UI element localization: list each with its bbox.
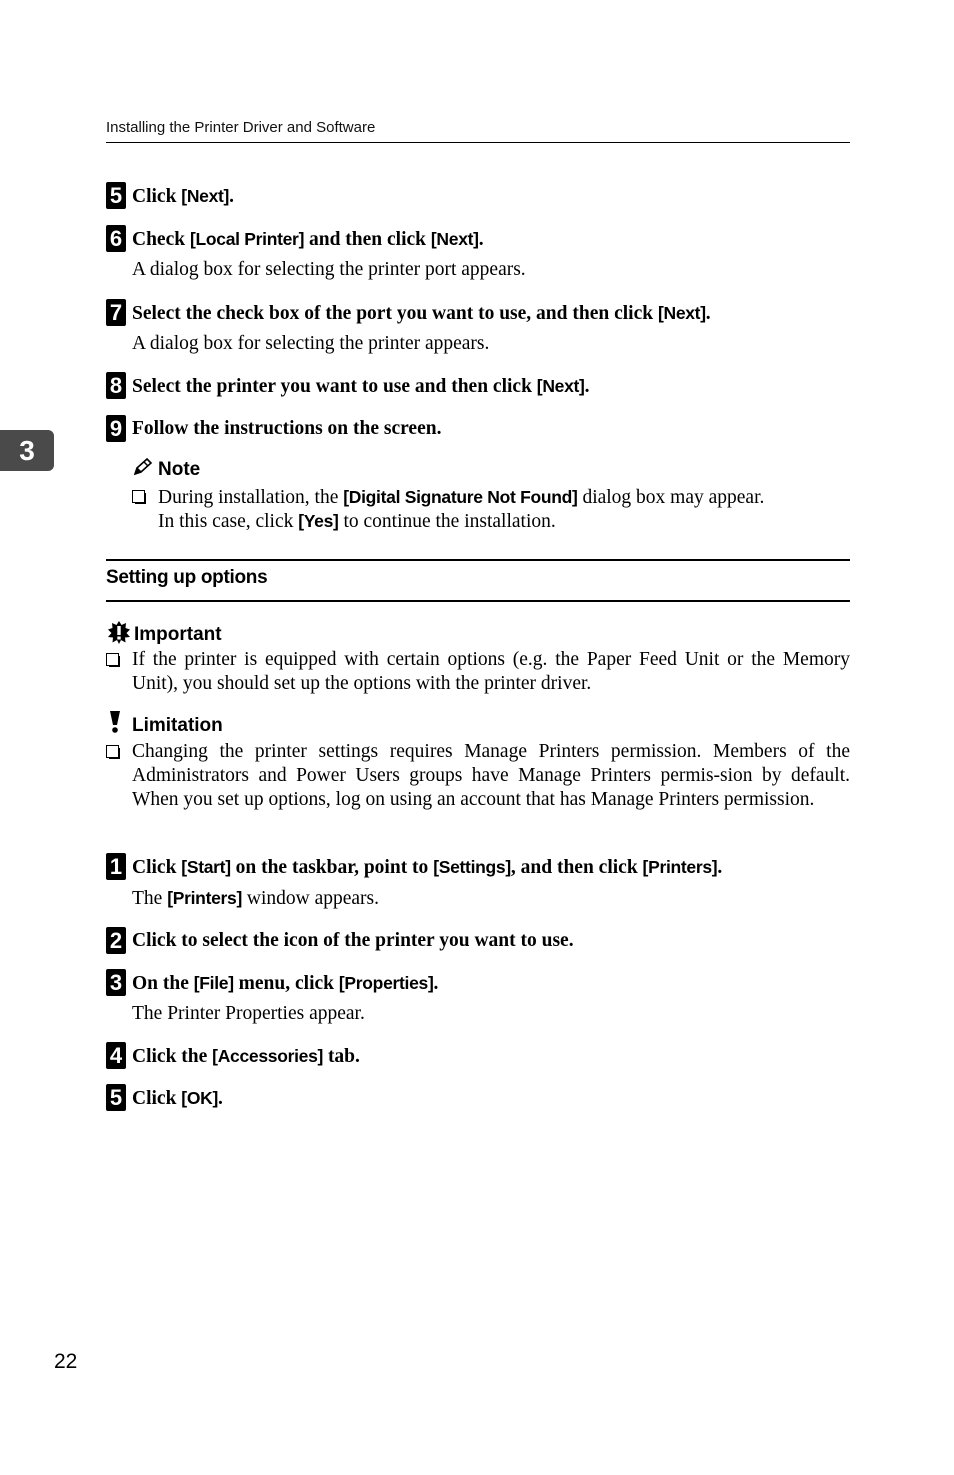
step-text: Click [Start] on the taskbar, point to [Settings], and then click [Printers]. xyxy=(132,857,723,878)
step-number: 2 xyxy=(106,927,126,954)
note-label: Note xyxy=(158,459,201,480)
important-checkbox-icon xyxy=(106,653,119,671)
note-line-1: During installation, the [Digital Signature Not Found] dialog box may appear. xyxy=(158,487,765,508)
limitation-text: Changing the printer settings requires Manage Printers permission. Members of the Administrators and Power Users groups have Manage Printers permis-sion by default. When you set up options, log on using an account that has Manage Printers permission. xyxy=(132,741,850,810)
step-text: On the [File] menu, click [Properties]. xyxy=(132,973,439,994)
section-rule-top xyxy=(106,559,850,561)
note-heading xyxy=(132,457,200,481)
step-number: 8 xyxy=(106,372,126,399)
header-rule xyxy=(106,142,850,143)
step-1b-desc: The [Printers] window appears. xyxy=(132,888,380,909)
note-checkbox-icon xyxy=(132,490,145,508)
step-text: Click the [Accessories] tab. xyxy=(132,1046,360,1067)
pencil-icon xyxy=(132,457,154,477)
exclamation-icon xyxy=(106,710,124,734)
step-number: 5 xyxy=(106,182,126,209)
important-icon xyxy=(106,620,132,644)
step-text: Click [OK]. xyxy=(132,1088,223,1109)
step-number: 3 xyxy=(106,969,126,996)
important-label: Important xyxy=(134,624,222,645)
step-text: Follow the instructions on the screen. xyxy=(132,418,442,439)
step-number: 1 xyxy=(106,853,126,880)
limitation-checkbox-icon xyxy=(106,745,119,763)
running-header: Installing the Printer Driver and Software xyxy=(106,119,376,136)
step-7a-desc: A dialog box for selecting the printer appears. xyxy=(132,333,490,354)
step-number: 9 xyxy=(106,415,126,442)
step-text: Click [Next]. xyxy=(132,186,234,207)
page-number: 22 xyxy=(54,1350,78,1373)
note-line-2: In this case, click [Yes] to continue the installation. xyxy=(158,511,556,532)
step-number: 5 xyxy=(106,1084,126,1111)
section-rule-bottom xyxy=(106,600,850,602)
step-text: Select the printer you want to use and then click [Next]. xyxy=(132,376,590,397)
step-text: Click to select the icon of the printer you want to use. xyxy=(132,930,574,951)
important-heading xyxy=(106,620,222,646)
limitation-label: Limitation xyxy=(132,715,223,736)
step-number: 6 xyxy=(106,225,126,252)
step-6a-desc: A dialog box for selecting the printer port appears. xyxy=(132,259,526,280)
step-number: 7 xyxy=(106,299,126,326)
limitation-heading xyxy=(106,710,223,737)
step-text: Check [Local Printer] and then click [Next]. xyxy=(132,229,484,250)
section-title: Setting up options xyxy=(106,567,268,588)
important-text: If the printer is equipped with certain options (e.g. the Paper Feed Unit or the Memory Unit), you should set up the options with the printer driver. xyxy=(132,649,850,694)
step-number: 4 xyxy=(106,1042,126,1069)
step-text: Select the check box of the port you want to use, and then click [Next]. xyxy=(132,303,711,324)
step-3b-desc: The Printer Properties appear. xyxy=(132,1003,365,1024)
chapter-tab: 3 xyxy=(0,430,54,471)
